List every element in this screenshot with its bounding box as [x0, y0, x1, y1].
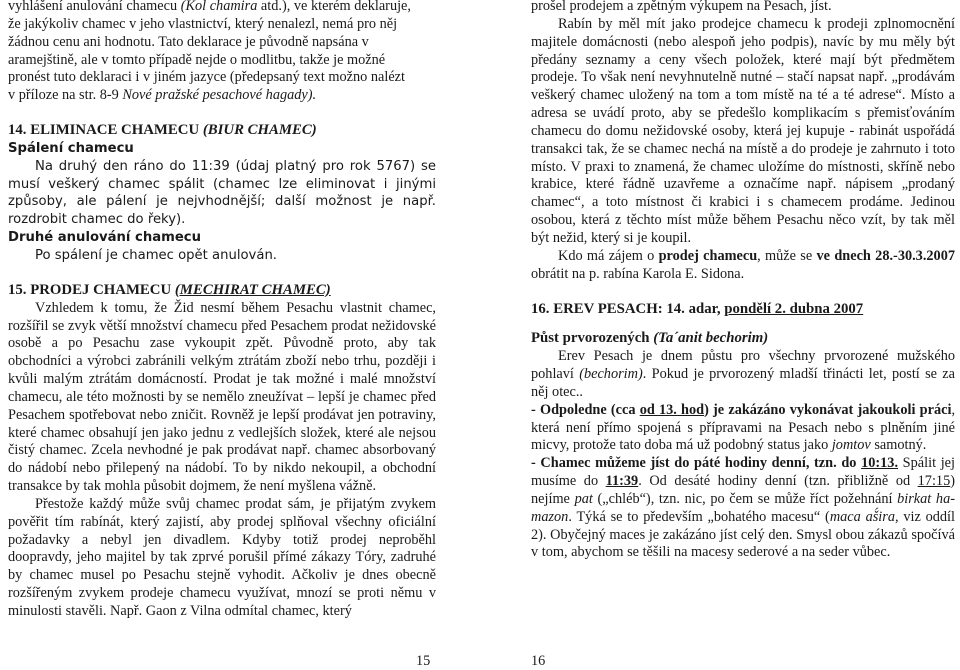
section-14-subtitle-annulment: Druhé anulování chamecu: [8, 230, 202, 246]
section-16-subtitle-fast: Půst prvorozených (Ta´anit bechorim): [531, 330, 769, 347]
spacer: [531, 318, 955, 330]
intro-line-1: vyhlášení anulování chamecu (Kol chamira atd.), ve kterém deklaruje,: [8, 0, 411, 14]
section-16-paragraph-afternoon: - Odpoledne (cca od 13. hod) je zakázáno vykonávat jakoukoli práci, která není přímo spojená s přípravami na Pesach nebo s plněním jiné micvy, protože tato doba má už podobný status jako jomtov samotný.: [531, 401, 956, 454]
section-15-paragraph-2: Přestože každý může svůj chamec prodat sám, je přijatým zvykem pověřit tím rabínát, který zajistí, aby prodej splňoval všechny oficiální požadavky a nebyl jen divadlem. Kdyby totiž prodej neproběhl doopravdy, jeho majitel by tak zprvé porušil přímé zákazy Tóry, zadruhé by chamec musel po Pesachu stejně vyhodit. Ačkoliv je dnes obecně rozšířeným zvykem prodeje chamecu využívat, mnozí se proti němu v minulosti stavěli. Např. Gaon z Vilna odmítal chamec, který: [8, 495, 436, 619]
section-14-paragraph-1: Na druhý den ráno do 11:39 (údaj platný pro rok 5767) se musí veškerý chamec spálit (chamec lze eliminovat i jinými způsoby, ale pálení je nejvhodnější; další možnost je např. rozdrobit chamec do řeky).: [8, 158, 436, 228]
section-16-paragraph-chamec: - Chamec můžeme jíst do páté hodiny denní, tzn. do 10:13. Spálit jej musíme do 11:39. Od desáté hodiny denní (tzn. přibližně od 17:15) nejíme pat („chléb“), tzn. nic, po čem se může říct požehnání birkat ha-mazon. Týká se to především „bohatého macesu“ (maca aš́ira, viz oddíl 2). Obyčejný maces je zakázáno jíst celý den. Smysl obou zákazů spočívá v tom, abychom se těšili na macesy sederové a na seder vůbec.: [531, 455, 955, 561]
section-16-title: 16. EREV PESACH: 14. adar, pondělí 2. dubna 2007: [531, 300, 864, 317]
right-paragraph-2: Rabín by měl mít jako prodejce chamecu k prodeji zplnomocnění majitele domácnosti (nebo alespoň jeho podpis), navíc by mu měly být předány seznamy a ceny všech položek, které mají být předmětem prodeje. To však není nevyhnutelně nutné – stačí napsat např. „prodávám veškerý chamec uložený na tom a tom místě na té a té adrese“. Místo a adresa se uvádí proto, aby se předešlo komplikacím s přemisťováním chamecu do domu nežidovské osoby, která jej kupuje - rabinát uspořádá transakci tak, že se chamec nechá na místě a do prodeje je zahrnuto i toto místo. V praxi to znamená, že chamec uložíme do místnosti, skříně nebo krabice, které řádně uzavřeme a označíme např. nápisem „prodaný chamec“, a toto místnost či krabici i s chamecem prodáme. Jedinou osobou, která z těchto míst může během Pesachu něco vzít, by tak měl být nežid, který si je koupil.: [531, 15, 955, 246]
right-paragraph-3: Kdo má zájem o prodej chamecu, může se ve dnech 28.-30.3.2007 obrátit na p. rabína Karola E. Sidona.: [531, 247, 956, 282]
section-15-paragraph-1: Vzhledem k tomu, že Žid nesmí během Pesachu vlastnit chamec, rozšířil se zvyk větší množství chamecu před Pesachem prodat nežidovské osobě a po Pesachu zase vykoupit zpět. Původně proto, aby tak obchodníci a výrobci zabránili velkým ztrátám zboží nebo trhu, později i kvůli malým ztrátám domácností. Prodat je tak možné i malé množství chamecu, ale této možnosti by se nemělo zneužívat – lepší je chamec před Pesachem spotřebovat nebo zničit. Rovněž je lepší prodávat jen potraviny, které chamec obsahují jen jako jednu z vedlejších složek, které ale nejsou čistý chamec. Zcela nevhodné je pak prodávat např. chamec absorbovaný do nádobí nebo přilepený na nádobí. To by nikdo nekoupil, a obchodní transakce by tak mohla působit dojmem, že není myšlena vážně.: [8, 299, 436, 495]
intro-line-6: v příloze na str. 8-9 Nové pražské pesachové hagady).: [8, 87, 317, 104]
page-number-right: 16: [531, 653, 546, 669]
section-15-title: 15. PRODEJ CHAMECU (MECHIRAT CHAMEC): [8, 281, 331, 298]
spacer: [8, 105, 436, 122]
right-paragraph-1: prošel prodejem a zpětným výkupem na Pesach, jíst.: [531, 0, 832, 14]
page-number-left: 15: [416, 653, 431, 669]
intro-line-4: aramejštině, ale v tomto případě nejde o modlitbu, takže je možné: [8, 51, 386, 68]
section-14-paragraph-2: Po spálení je chamec opět anulován.: [35, 247, 277, 263]
spacer: [531, 284, 955, 301]
intro-line-5: pronést tuto deklaraci i v jiném jazyce (předepsaný text možno nalézt: [8, 69, 405, 86]
spacer: [8, 265, 436, 282]
intro-line-3: žádnou cenu ani hodnotu. Tato deklarace je původně napsána v: [8, 33, 369, 50]
intro-line-2: že jakýkoliv chamec v jeho vlastnictví, který nenalezl, nemá pro něj: [8, 15, 398, 32]
right-column: [531, 0, 955, 562]
section-14-title: 14. ELIMINACE CHAMECU (BIUR CHAMEC): [8, 122, 317, 139]
section-14-subtitle-burning: Spálení chamecu: [8, 140, 134, 156]
left-column: [8, 0, 436, 621]
section-16-paragraph-fast: Erev Pesach je dnem půstu pro všechny prvorozené mužského pohlaví (bechorim). Pokud je prvorozený mladší třinácti let, postí se za něj otec..: [531, 348, 955, 400]
